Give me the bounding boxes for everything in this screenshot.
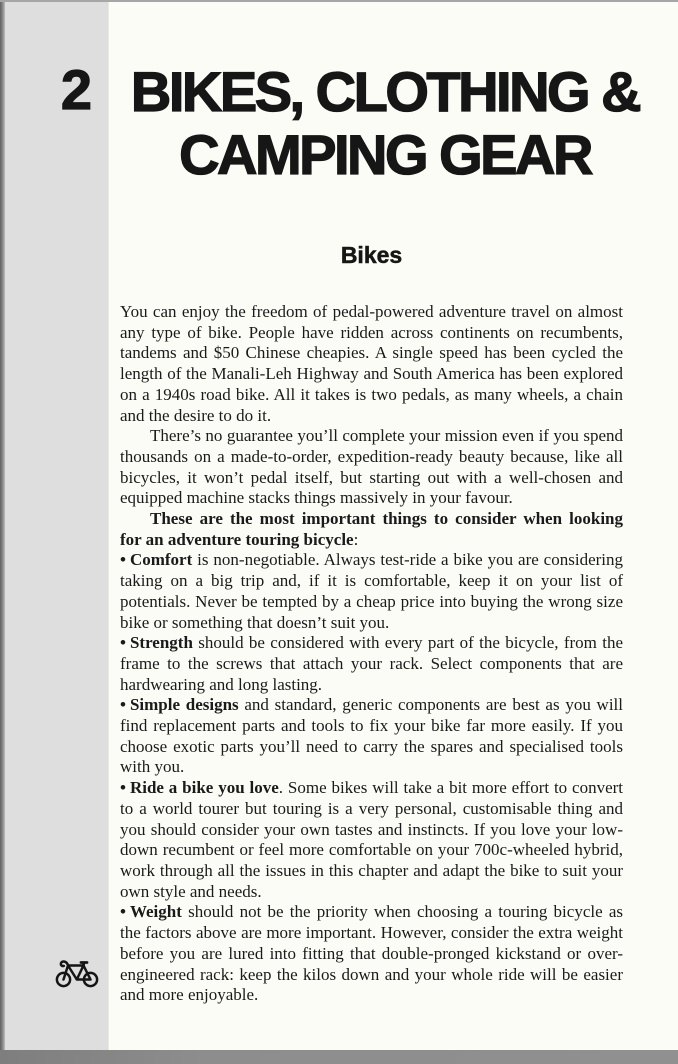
- bullet-lead: Weight: [129, 902, 182, 922]
- chapter-title: [112, 60, 658, 186]
- bicycle-icon: [55, 957, 99, 989]
- bullet-item: [120, 633, 623, 695]
- bullet-item: [120, 902, 623, 1006]
- chapter-title-line-1: BIKES, CLOTHING &: [130, 60, 640, 123]
- chapter-title-line-2: CAMPING GEAR: [179, 123, 591, 186]
- footer-bar: [0, 1050, 678, 1064]
- body-paragraph: [120, 426, 623, 509]
- bullet-text: should be considered with every part of the bicycle, from the frame to the screws that attach your rack. Select components that are hardwearing and long lasting.: [120, 633, 623, 694]
- bullet-lead: Comfort: [129, 550, 193, 570]
- bullet-marker: •: [120, 550, 126, 570]
- bullet-text: is non-negotiable. Always test-ride a bike you are considering taking on a big trip and, if it is comfortable, keep it on your list of potentials. Never be tempted by a cheap price into buying the wrong size bike or something that doesn’t suit you.: [120, 550, 623, 632]
- bullet-text: . Some bikes will take a bit more effort to convert to a world tourer but touring is a very personal, customisable thing and you should consider your own tastes and instincts. If you love your low-down recumbent or feel more comfortable on your 700c-wheeled hybrid, work through all the issues in this chapter and adapt the bike to suit your own style and needs.: [120, 778, 624, 901]
- bullet-item: [120, 695, 623, 778]
- bullet-marker: •: [120, 902, 126, 922]
- body-paragraph: [120, 302, 623, 426]
- emphasis-suffix: :: [353, 529, 359, 549]
- bullet-marker: •: [120, 633, 126, 653]
- chapter-number: 2: [60, 58, 90, 121]
- bullet-text: should not be the priority when choosing a touring bicycle as the factors above are more important. However, consider the extra weight before you are lured into fitting that double-pronged kickstand or over-engineered rack: keep the kilos down and your whole ride will be easier and more enjoyable.: [120, 902, 623, 1005]
- bullet-lead: Strength: [129, 633, 193, 653]
- body-text-column: [120, 302, 623, 1006]
- section-heading-bikes: Bikes: [340, 242, 403, 268]
- bullet-item: [120, 778, 623, 902]
- bullet-marker: •: [120, 778, 126, 798]
- bullet-marker: •: [120, 695, 126, 715]
- bullet-text: and standard, generic components are best as you will find replacement parts and tools to fix your bike far more easily. If you choose exotic parts you’ll need to carry the spares and specialised tools with you.: [120, 695, 623, 777]
- paragraph-text: You can enjoy the freedom of pedal-powered adventure travel on almost any type of bike. People have ridden across continents on recumbents, tandems and $50 Chinese cheapies. A single speed has been cycled the length of the Manali-Leh Highway and South America has been explored on a 1940s road bike. All it takes is two pedals, as many wheels, a chain and the desire to do it.: [120, 302, 623, 425]
- emphasis-paragraph: [120, 509, 623, 550]
- paragraph-text: There’s no guarantee you’ll complete your mission even if you spend thousands on a made-to-order, expedition-ready beauty because, like all bicycles, it won’t pedal itself, but starting out with a well-chosen and equipped machine stacks things massively in your favour.: [120, 426, 623, 508]
- bullet-item: [120, 550, 623, 633]
- bullet-lead: Simple designs: [129, 695, 239, 715]
- chapter-side-strip: [5, 2, 109, 1052]
- emphasis-bold-text: These are the most important things to consider when looking for an adventure touring bicycle: [120, 509, 623, 549]
- bullet-lead: Ride a bike you love: [129, 778, 279, 798]
